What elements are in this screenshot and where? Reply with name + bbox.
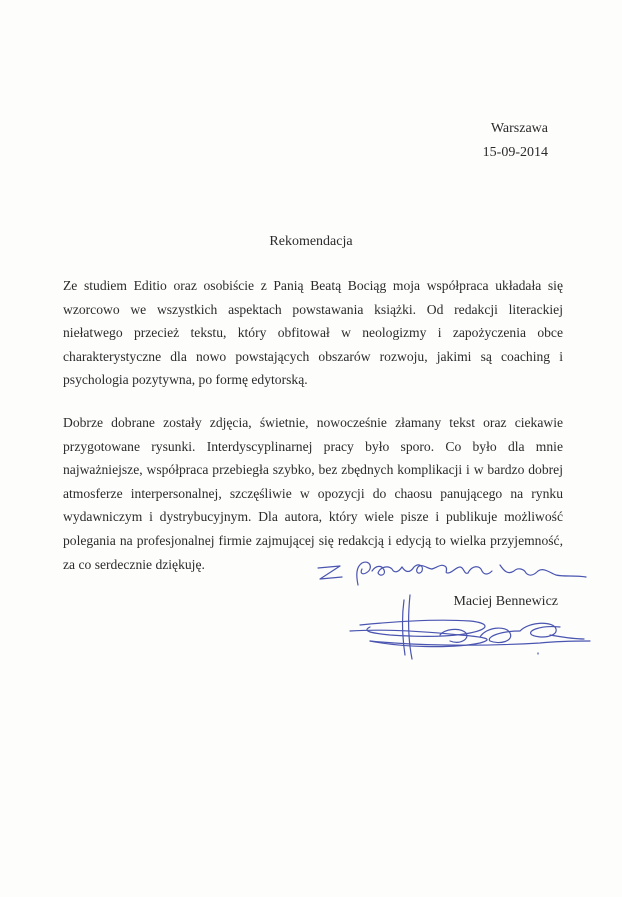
handwritten-signature: [310, 555, 600, 675]
letter-paragraph-2: Dobrze dobrane zostały zdjęcia, świetnie, nowocześnie złamany tekst oraz ciekawie przygotowane rysunki. Interdyscyplinarnej pracy było sporo. Co było dla mnie najważniejsze, współpraca przebiegła szybko, bez zbędnych komplikacji i w bardzo dobrej atmosferze interpersonalnej, szczęśliwie w opozycji do chaosu panującego na rynku wydawniczym i dystrybucyjnym. Dla autora, który wiele pisze i publikuje możliwość polegania na profesjonalnej firmie zajmującej się redakcją i edycją to wielka przyjemność, za co serdecznie dziękuję.: [63, 415, 563, 572]
letter-title: Rekomendacja: [269, 234, 353, 249]
signatory-name: Maciej Bennewicz: [453, 594, 558, 609]
letter-paragraph-1: Ze studiem Editio oraz osobiście z Panią Beatą Bociąg moja współpraca układała się wzorcowo we wszystkich aspektach powstawania książki. Od redakcji literackiej niełatwego przecież tekstu, który obfitował w neologizmy i zapożyczenia obce charakterystyczne dla nowo powstających obszarów rozwoju, jakimi są coaching i psychologia pozytywna, po formę edytorską.: [63, 278, 563, 388]
letter-place: Warszawa: [490, 121, 548, 136]
letter-date: 15-09-2014: [482, 145, 548, 160]
